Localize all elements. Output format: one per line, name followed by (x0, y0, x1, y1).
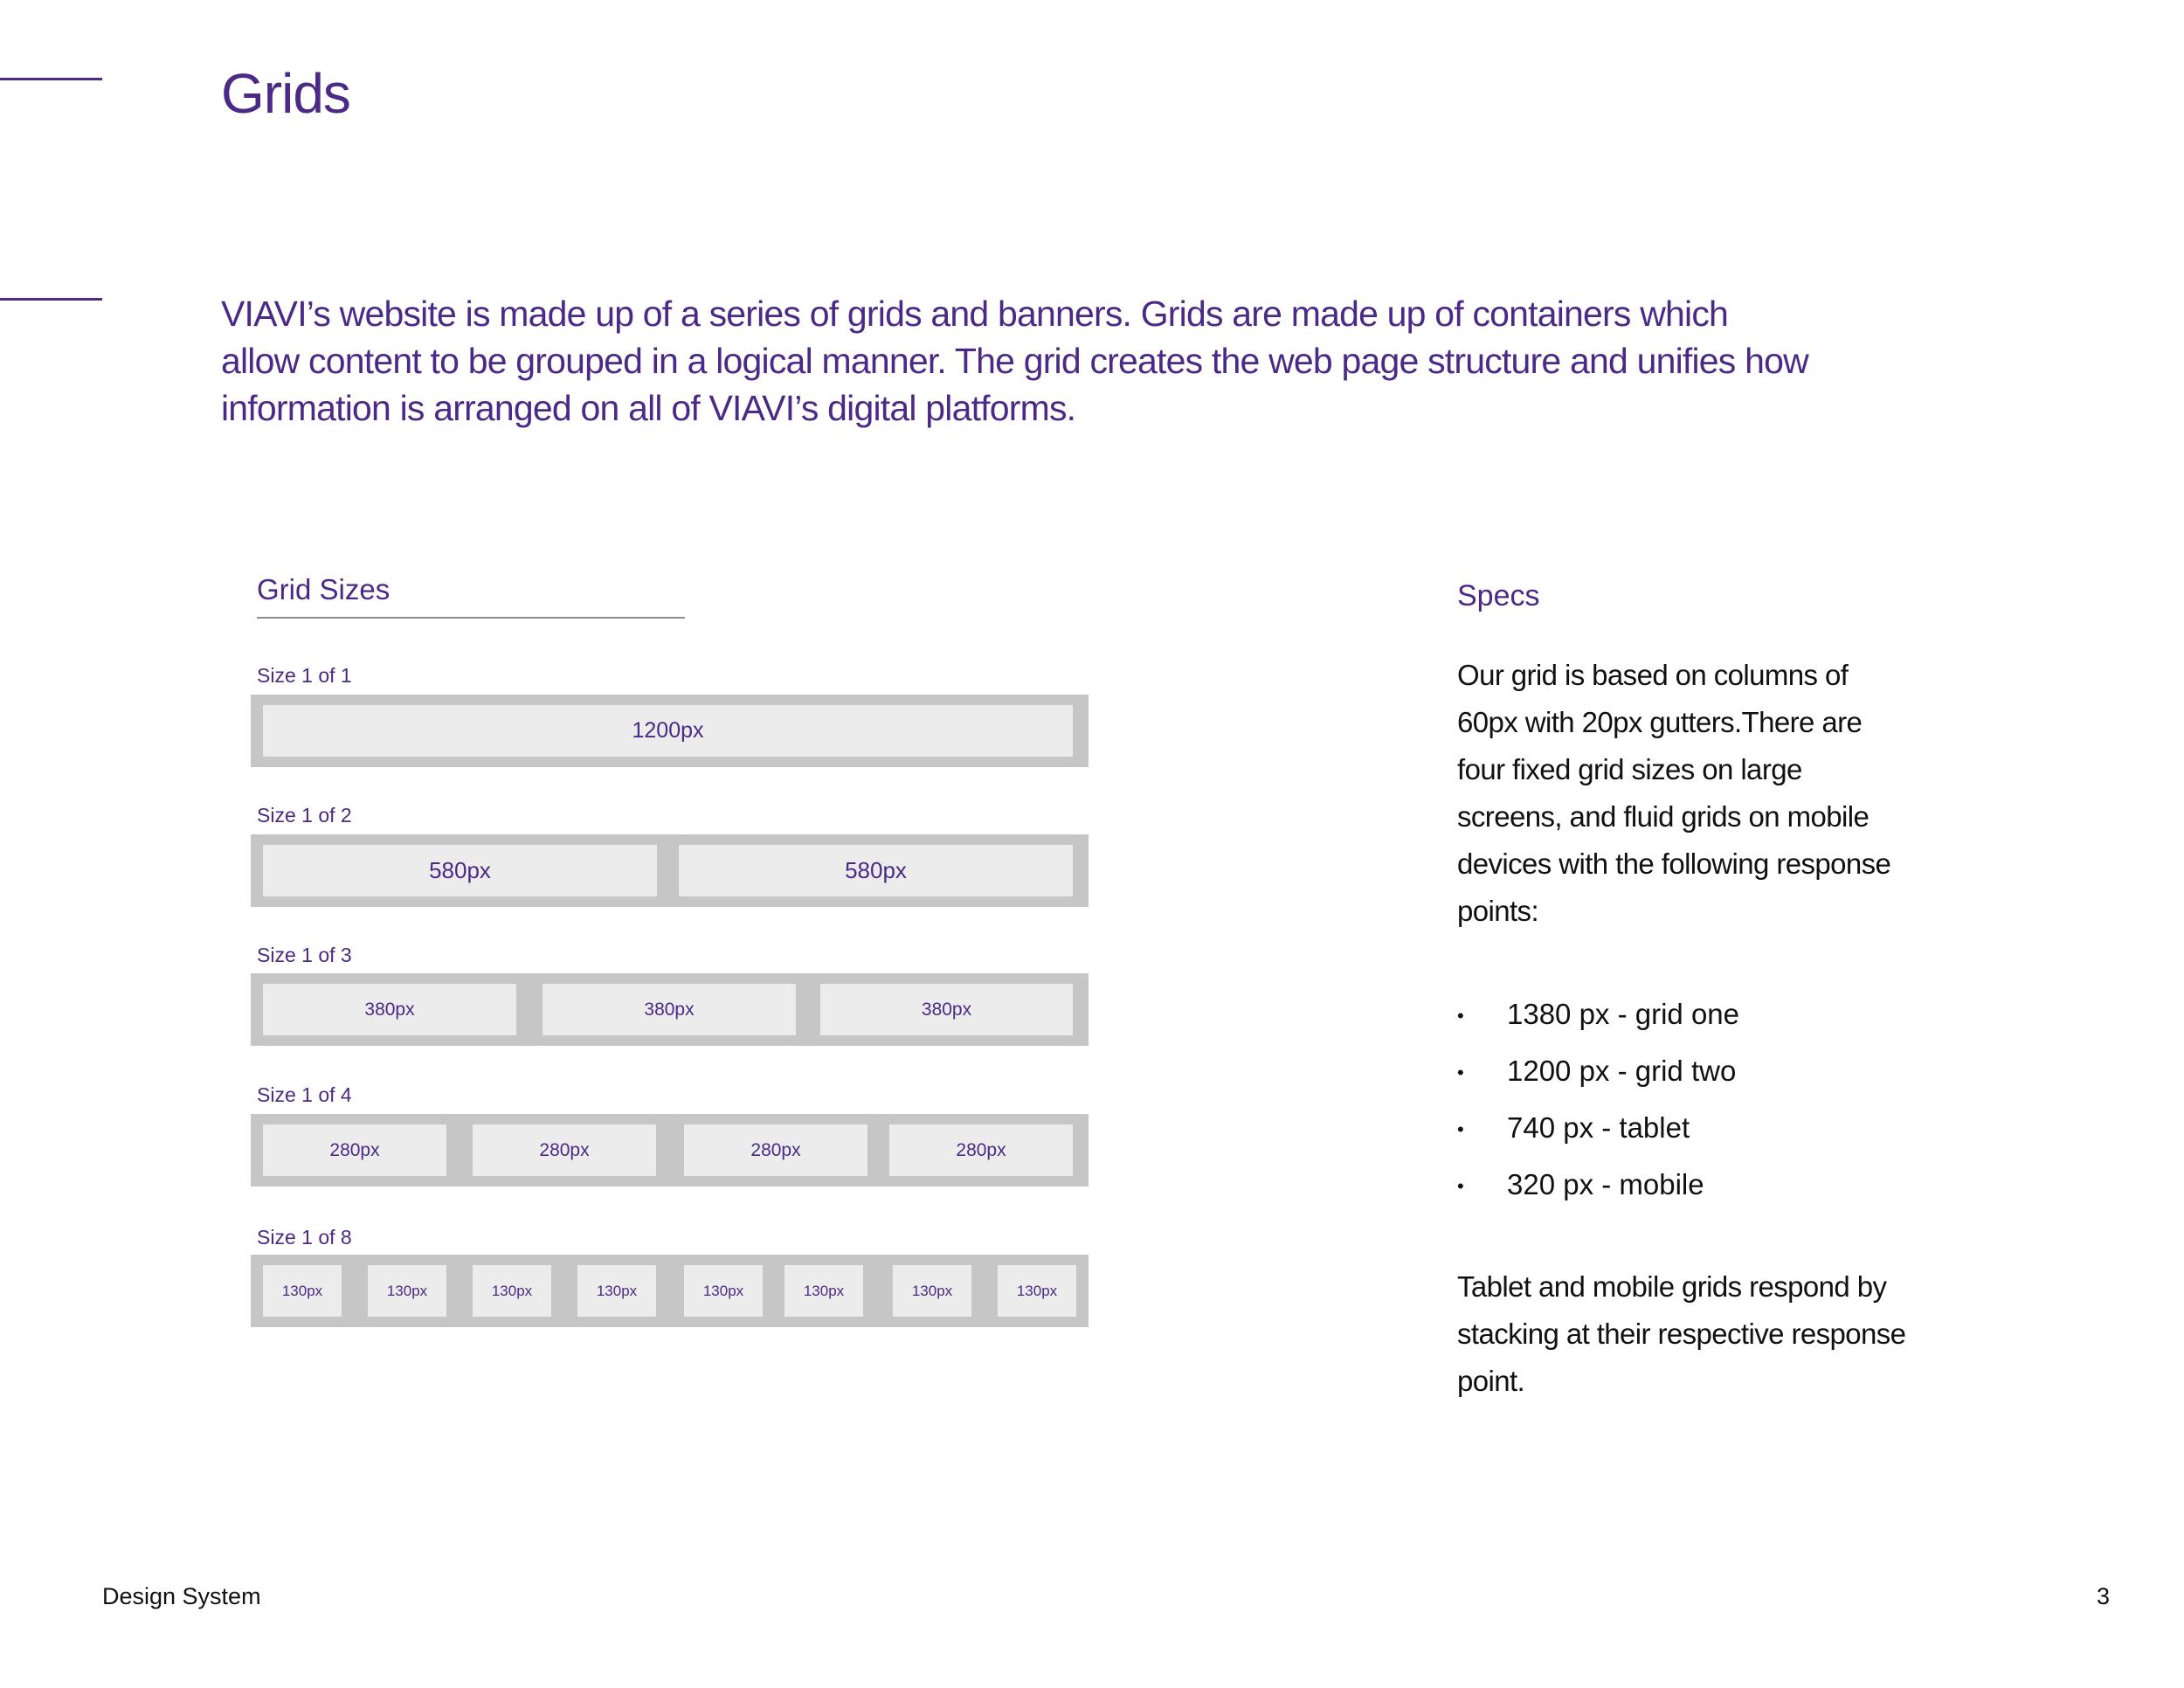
grid-row-1-of-2 (251, 834, 1089, 907)
grid-size-label: Size 1 of 3 (257, 944, 352, 966)
list-item (1457, 1104, 1911, 1161)
grid-cell: 580px (679, 845, 1073, 896)
grid-size-label: Size 1 of 8 (257, 1226, 352, 1249)
grid-cell: 130px (684, 1265, 763, 1317)
bullet-icon: • (1457, 1005, 1464, 1027)
grid-size-label: Size 1 of 2 (257, 804, 352, 827)
grid-cell: 130px (784, 1265, 863, 1317)
response-points-list (1457, 991, 1911, 1218)
grid-cell: 380px (263, 984, 516, 1035)
grid-sizes-underline (257, 617, 685, 619)
grid-cell: 280px (684, 1124, 867, 1176)
list-item (1457, 1161, 1911, 1218)
grid-cell: 130px (473, 1265, 551, 1317)
grid-cell: 280px (889, 1124, 1073, 1176)
bullet-icon: • (1457, 1062, 1464, 1083)
grid-cell: 280px (473, 1124, 656, 1176)
page-number: 3 (2097, 1583, 2111, 1609)
grid-row-1-of-4 (251, 1114, 1089, 1186)
specs-note: Tablet and mobile grids respond by stacking at their respective response point. (1457, 1270, 1906, 1397)
list-item (1457, 991, 1911, 1048)
grid-row-1-of-8 (251, 1255, 1089, 1327)
grid-sizes-heading: Grid Sizes (257, 573, 390, 605)
list-item (1457, 1048, 1911, 1104)
grid-cell: 130px (263, 1265, 342, 1317)
grid-cell: 280px (263, 1124, 446, 1176)
specs-heading: Specs (1457, 579, 1540, 612)
bullet-icon: • (1457, 1175, 1464, 1197)
response-point-label: 1200 px - grid two (1507, 1055, 1737, 1087)
grid-cell: 130px (368, 1265, 446, 1317)
grid-row-1-of-3 (251, 973, 1089, 1046)
grid-cell: 130px (893, 1265, 971, 1317)
response-point-label: 740 px - tablet (1507, 1111, 1690, 1144)
grid-cell: 380px (820, 984, 1073, 1035)
specs-description: Our grid is based on columns of 60px with 20px gutters.There are four fixed grid sizes on large screens, and fluid grids on mobile devices with the following response points: (1457, 659, 1891, 927)
grid-size-label: Size 1 of 4 (257, 1083, 352, 1106)
response-point-label: 320 px - mobile (1507, 1168, 1704, 1200)
grid-cell: 580px (263, 845, 657, 896)
page-title: Grids (221, 62, 350, 125)
decorative-rule-top (0, 78, 102, 80)
grid-cell: 1200px (263, 705, 1073, 757)
grid-cell: 130px (577, 1265, 656, 1317)
grid-cell: 130px (998, 1265, 1076, 1317)
decorative-rule-intro (0, 298, 102, 301)
intro-paragraph: VIAVI’s website is made up of a series of grids and banners. Grids are made up of containers which allow content to be grouped in a logical manner. The grid creates the web page structure and unifies how information is arranged on all of VIAVI’s digital platforms. (221, 294, 1808, 428)
bullet-icon: • (1457, 1118, 1464, 1140)
response-point-label: 1380 px - grid one (1507, 998, 1740, 1030)
grid-cell: 380px (543, 984, 796, 1035)
grid-size-label: Size 1 of 1 (257, 664, 352, 687)
footer-label: Design System (102, 1583, 261, 1609)
grid-row-1-of-1 (251, 695, 1089, 767)
